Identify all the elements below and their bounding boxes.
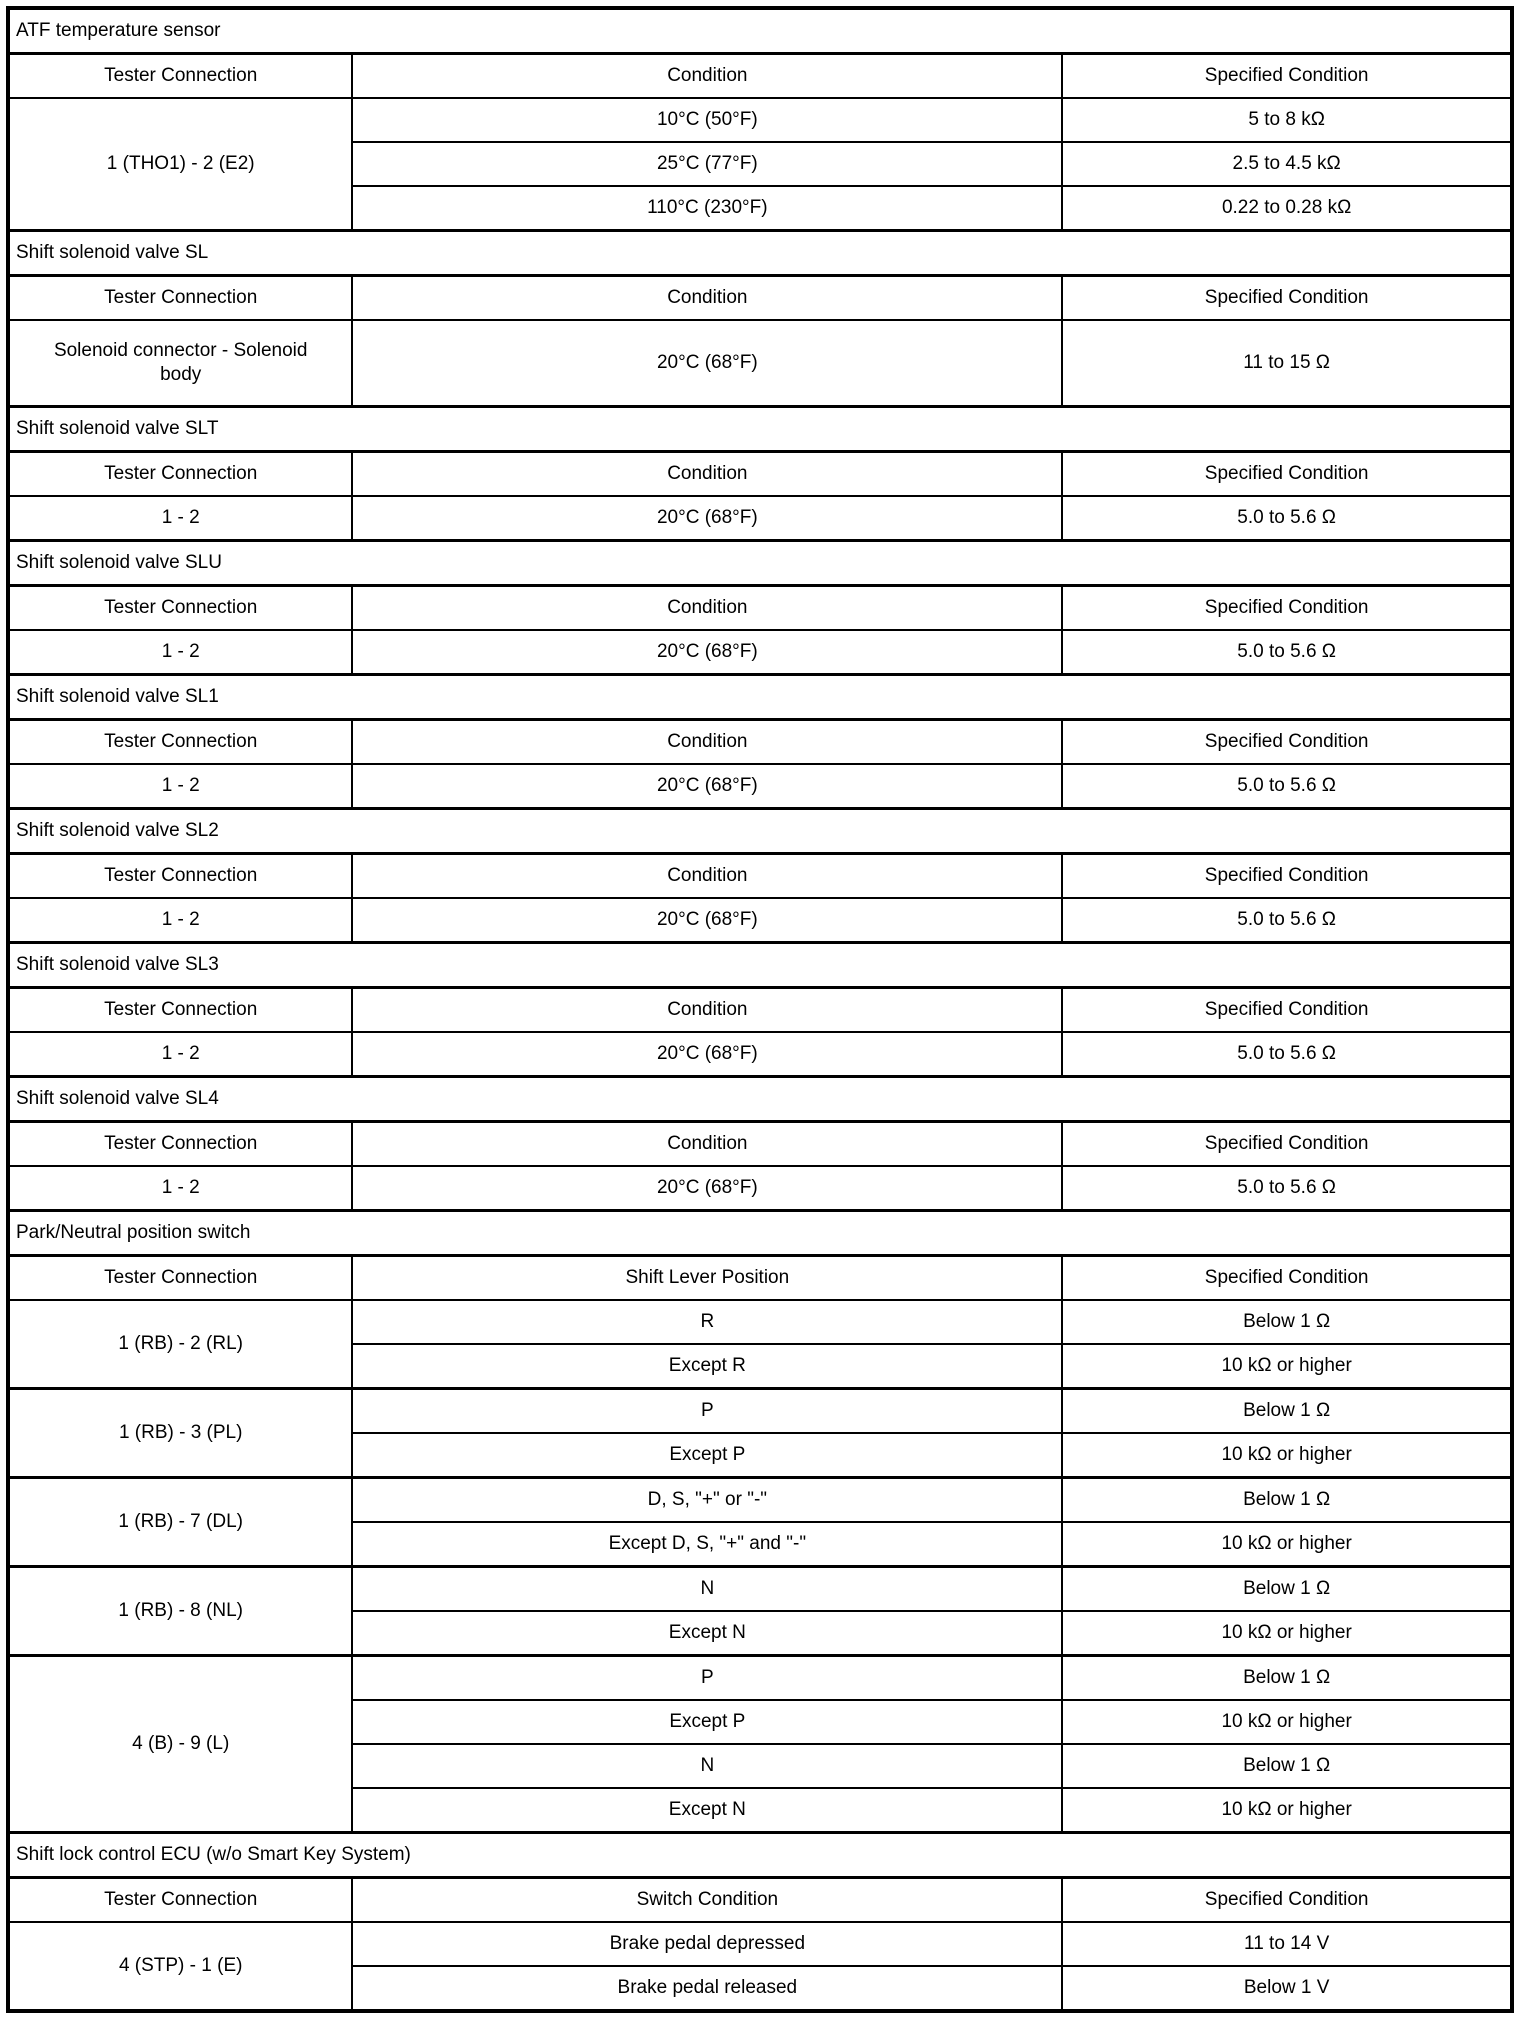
condition-cell: 20°C (68°F) bbox=[352, 1166, 1062, 1211]
tester-connection-cell: 1 (RB) - 2 (RL) bbox=[8, 1300, 352, 1389]
tester-connection-cell: 1 - 2 bbox=[8, 1032, 352, 1077]
section-title: Shift solenoid valve SLT bbox=[8, 407, 1512, 452]
condition-cell: Except P bbox=[352, 1700, 1062, 1744]
col-header-specified: Specified Condition bbox=[1062, 1122, 1512, 1167]
tester-connection-cell: 1 (THO1) - 2 (E2) bbox=[8, 98, 352, 231]
col-header-tester: Tester Connection bbox=[8, 276, 352, 321]
specified-condition-cell: 10 kΩ or higher bbox=[1062, 1700, 1512, 1744]
condition-cell: Except N bbox=[352, 1611, 1062, 1656]
col-header-tester: Tester Connection bbox=[8, 54, 352, 99]
tester-connection-cell: 4 (B) - 9 (L) bbox=[8, 1656, 352, 1833]
col-header-specified: Specified Condition bbox=[1062, 276, 1512, 321]
tester-connection-cell: 1 - 2 bbox=[8, 898, 352, 943]
section-title: Shift solenoid valve SL3 bbox=[8, 943, 1512, 988]
specified-condition-cell: 5.0 to 5.6 Ω bbox=[1062, 1032, 1512, 1077]
header-row bbox=[8, 988, 1512, 1033]
table-row bbox=[8, 1166, 1512, 1211]
specified-condition-cell: 5.0 to 5.6 Ω bbox=[1062, 496, 1512, 541]
tester-connection-cell: 1 - 2 bbox=[8, 764, 352, 809]
condition-cell: N bbox=[352, 1567, 1062, 1612]
col-header-tester: Tester Connection bbox=[8, 586, 352, 631]
specified-condition-cell: Below 1 Ω bbox=[1062, 1567, 1512, 1612]
section-title: Shift lock control ECU (w/o Smart Key System) bbox=[8, 1833, 1512, 1878]
table-row bbox=[8, 1032, 1512, 1077]
specified-condition-cell: Below 1 Ω bbox=[1062, 1478, 1512, 1523]
col-header-specified: Specified Condition bbox=[1062, 452, 1512, 497]
col-header-specified: Specified Condition bbox=[1062, 720, 1512, 765]
specified-condition-cell: 10 kΩ or higher bbox=[1062, 1788, 1512, 1833]
header-row bbox=[8, 1256, 1512, 1301]
specified-condition-cell: 5.0 to 5.6 Ω bbox=[1062, 898, 1512, 943]
specified-condition-cell: Below 1 Ω bbox=[1062, 1656, 1512, 1701]
table-row bbox=[8, 898, 1512, 943]
specified-condition-cell: 11 to 14 V bbox=[1062, 1922, 1512, 1966]
section-title: Park/Neutral position switch bbox=[8, 1211, 1512, 1256]
col-header-condition: Condition bbox=[352, 1122, 1062, 1167]
col-header-tester: Tester Connection bbox=[8, 720, 352, 765]
specified-condition-cell: 11 to 15 Ω bbox=[1062, 320, 1512, 407]
condition-cell: Except D, S, "+" and "-" bbox=[352, 1522, 1062, 1567]
tester-connection-cell: 1 - 2 bbox=[8, 496, 352, 541]
tester-connection-cell: 1 - 2 bbox=[8, 1166, 352, 1211]
col-header-tester: Tester Connection bbox=[8, 452, 352, 497]
specified-condition-cell: 10 kΩ or higher bbox=[1062, 1433, 1512, 1478]
condition-cell: 25°C (77°F) bbox=[352, 142, 1062, 186]
col-header-condition: Condition bbox=[352, 54, 1062, 99]
table-row bbox=[8, 1922, 1512, 1966]
condition-cell: 20°C (68°F) bbox=[352, 1032, 1062, 1077]
specified-condition-cell: 10 kΩ or higher bbox=[1062, 1522, 1512, 1567]
section-title: Shift solenoid valve SL2 bbox=[8, 809, 1512, 854]
section-title: ATF temperature sensor bbox=[8, 8, 1512, 54]
condition-cell: P bbox=[352, 1656, 1062, 1701]
section-title: Shift solenoid valve SLU bbox=[8, 541, 1512, 586]
table-row bbox=[8, 1389, 1512, 1434]
specified-condition-cell: 5.0 to 5.6 Ω bbox=[1062, 764, 1512, 809]
table-row bbox=[8, 98, 1512, 142]
specified-condition-cell: Below 1 V bbox=[1062, 1966, 1512, 2011]
tester-connection-cell: 4 (STP) - 1 (E) bbox=[8, 1922, 352, 2011]
col-header-tester: Tester Connection bbox=[8, 1122, 352, 1167]
header-row bbox=[8, 1878, 1512, 1923]
specified-condition-cell: Below 1 Ω bbox=[1062, 1300, 1512, 1344]
section-title-row bbox=[8, 1077, 1512, 1122]
condition-cell: P bbox=[352, 1389, 1062, 1434]
specified-condition-cell: 10 kΩ or higher bbox=[1062, 1611, 1512, 1656]
condition-cell: 20°C (68°F) bbox=[352, 764, 1062, 809]
table-row bbox=[8, 764, 1512, 809]
condition-cell: 20°C (68°F) bbox=[352, 496, 1062, 541]
specified-condition-cell: 5.0 to 5.6 Ω bbox=[1062, 1166, 1512, 1211]
table-row bbox=[8, 1567, 1512, 1612]
tester-connection-cell: 1 (RB) - 8 (NL) bbox=[8, 1567, 352, 1656]
section-title-row bbox=[8, 231, 1512, 276]
section-title-row bbox=[8, 541, 1512, 586]
section-title: Shift solenoid valve SL4 bbox=[8, 1077, 1512, 1122]
col-header-tester: Tester Connection bbox=[8, 1256, 352, 1301]
section-title-row bbox=[8, 809, 1512, 854]
table-row bbox=[8, 496, 1512, 541]
col-header-switch-condition: Switch Condition bbox=[352, 1878, 1062, 1923]
table-row bbox=[8, 630, 1512, 675]
header-row bbox=[8, 720, 1512, 765]
col-header-condition: Condition bbox=[352, 988, 1062, 1033]
section-title: Shift solenoid valve SL bbox=[8, 231, 1512, 276]
table-row bbox=[8, 1300, 1512, 1344]
table-row bbox=[8, 1656, 1512, 1701]
header-row bbox=[8, 276, 1512, 321]
table-row bbox=[8, 1478, 1512, 1523]
condition-cell: Except P bbox=[352, 1433, 1062, 1478]
condition-cell: 10°C (50°F) bbox=[352, 98, 1062, 142]
header-row bbox=[8, 452, 1512, 497]
col-header-specified: Specified Condition bbox=[1062, 54, 1512, 99]
col-header-tester: Tester Connection bbox=[8, 1878, 352, 1923]
col-header-condition: Condition bbox=[352, 276, 1062, 321]
header-row bbox=[8, 586, 1512, 631]
condition-cell: D, S, "+" or "-" bbox=[352, 1478, 1062, 1523]
col-header-condition: Condition bbox=[352, 452, 1062, 497]
condition-cell: 20°C (68°F) bbox=[352, 630, 1062, 675]
specified-condition-cell: 10 kΩ or higher bbox=[1062, 1344, 1512, 1389]
col-header-specified: Specified Condition bbox=[1062, 586, 1512, 631]
section-title-row bbox=[8, 943, 1512, 988]
condition-cell: 20°C (68°F) bbox=[352, 320, 1062, 407]
col-header-specified: Specified Condition bbox=[1062, 854, 1512, 899]
tester-connection-cell: Solenoid connector - Solenoid body bbox=[8, 320, 352, 407]
col-header-tester: Tester Connection bbox=[8, 854, 352, 899]
specified-condition-cell: 5.0 to 5.6 Ω bbox=[1062, 630, 1512, 675]
condition-cell: Except R bbox=[352, 1344, 1062, 1389]
col-header-condition: Condition bbox=[352, 586, 1062, 631]
tester-connection-cell: 1 (RB) - 3 (PL) bbox=[8, 1389, 352, 1478]
header-row bbox=[8, 54, 1512, 99]
specified-condition-cell: 2.5 to 4.5 kΩ bbox=[1062, 142, 1512, 186]
col-header-condition: Condition bbox=[352, 854, 1062, 899]
col-header-tester: Tester Connection bbox=[8, 988, 352, 1033]
section-title-row bbox=[8, 1833, 1512, 1878]
tester-connection-cell: 1 (RB) - 7 (DL) bbox=[8, 1478, 352, 1567]
section-title-row bbox=[8, 8, 1512, 54]
condition-cell: N bbox=[352, 1744, 1062, 1788]
header-row bbox=[8, 1122, 1512, 1167]
specified-condition-cell: Below 1 Ω bbox=[1062, 1389, 1512, 1434]
condition-cell: Except N bbox=[352, 1788, 1062, 1833]
condition-cell: 20°C (68°F) bbox=[352, 898, 1062, 943]
header-row bbox=[8, 854, 1512, 899]
table-row bbox=[8, 320, 1512, 407]
col-header-condition: Condition bbox=[352, 720, 1062, 765]
specified-condition-cell: 0.22 to 0.28 kΩ bbox=[1062, 186, 1512, 231]
section-title-row bbox=[8, 407, 1512, 452]
col-header-specified: Specified Condition bbox=[1062, 988, 1512, 1033]
condition-cell: Brake pedal released bbox=[352, 1966, 1062, 2011]
specified-condition-cell: 5 to 8 kΩ bbox=[1062, 98, 1512, 142]
specified-condition-cell: Below 1 Ω bbox=[1062, 1744, 1512, 1788]
section-title: Shift solenoid valve SL1 bbox=[8, 675, 1512, 720]
condition-cell: Brake pedal depressed bbox=[352, 1922, 1062, 1966]
tester-connection-cell: 1 - 2 bbox=[8, 630, 352, 675]
col-header-specified: Specified Condition bbox=[1062, 1256, 1512, 1301]
spec-table bbox=[6, 6, 1514, 2013]
col-header-specified: Specified Condition bbox=[1062, 1878, 1512, 1923]
section-title-row bbox=[8, 1211, 1512, 1256]
col-header-shift-lever: Shift Lever Position bbox=[352, 1256, 1062, 1301]
condition-cell: R bbox=[352, 1300, 1062, 1344]
condition-cell: 110°C (230°F) bbox=[352, 186, 1062, 231]
section-title-row bbox=[8, 675, 1512, 720]
